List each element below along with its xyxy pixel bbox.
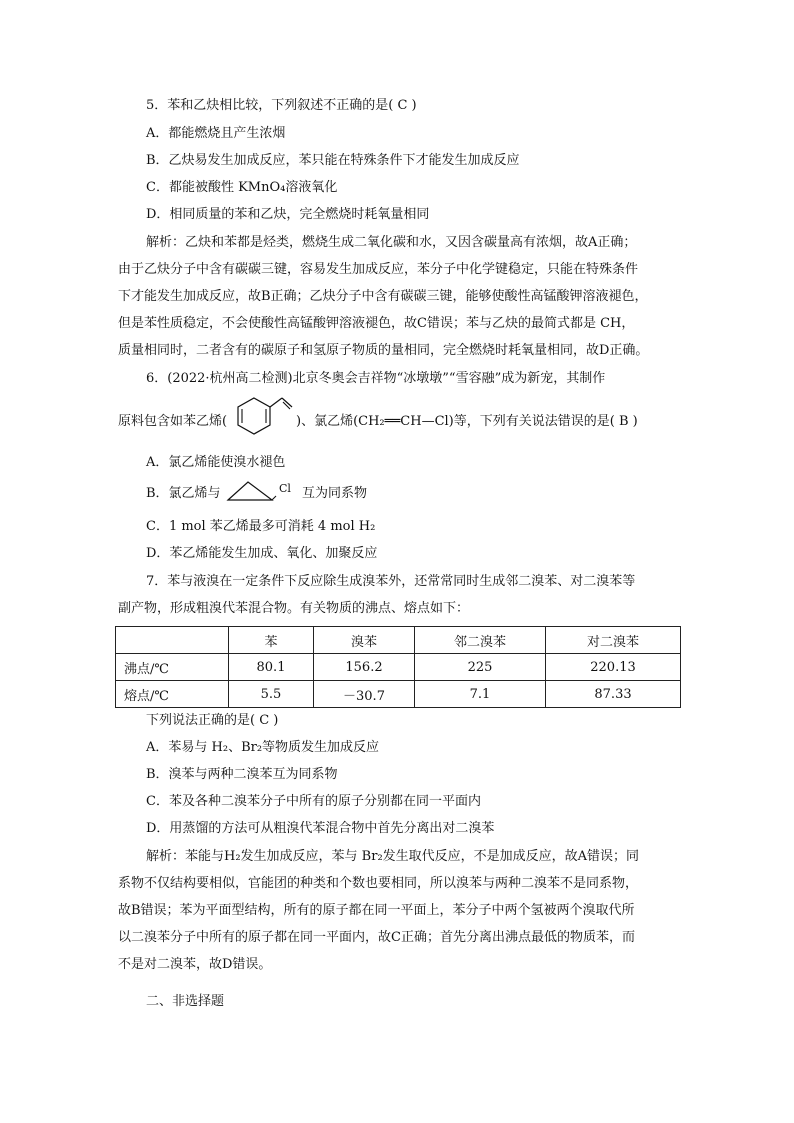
q7-analysis-line-1: 解析：苯能与H₂发生加成反应，苯与 Br₂发生取代反应，不是加成反应，故A错误；同 bbox=[146, 849, 640, 864]
section-heading: 二、非选择题 bbox=[146, 994, 225, 1009]
q6-option-b-cl-label: Cl bbox=[279, 482, 291, 495]
properties-table bbox=[115, 626, 681, 708]
styrene-structure-icon bbox=[234, 394, 296, 442]
q6-option-b-suffix: 互为同系物 bbox=[302, 486, 368, 501]
q5-option-a: A．都能燃烧且产生浓烟 bbox=[146, 126, 286, 141]
q6-stem-line-2b: )、氯乙烯(CH₂══CH—Cl)等，下列有关说法错误的是( B ) bbox=[296, 414, 638, 429]
q7-option-d: D．用蒸馏的方法可从粗溴代苯混合物中首先分离出对二溴苯 bbox=[146, 821, 495, 836]
table-cell: 220.13 bbox=[546, 654, 681, 681]
table-header-cell bbox=[116, 627, 229, 654]
q6-option-b-prefix: B．氯乙烯与 bbox=[146, 486, 221, 501]
q5-stem: 5．苯和乙炔相比较，下列叙述不正确的是( C ) bbox=[146, 98, 417, 113]
table-header-cell: 对二溴苯 bbox=[546, 627, 681, 654]
table-row-header: 沸点/℃ bbox=[116, 654, 229, 681]
table-row bbox=[116, 654, 681, 681]
table-cell: 156.2 bbox=[314, 654, 415, 681]
q5-analysis-line-4: 但是苯性质稳定，不会使酸性高锰酸钾溶液褪色，故C错误；苯与乙炔的最简式都是 CH， bbox=[118, 316, 635, 331]
q6-option-a: A．氯乙烯能使溴水褪色 bbox=[146, 455, 286, 470]
table-cell: 5.5 bbox=[229, 681, 314, 708]
q6-option-d: D．苯乙烯能发生加成、氧化、加聚反应 bbox=[146, 546, 378, 561]
table-cell: 7.1 bbox=[415, 681, 546, 708]
q5-option-d: D．相同质量的苯和乙炔，完全燃烧时耗氧量相同 bbox=[146, 207, 430, 222]
q5-analysis-line-3: 下才能发生加成反应，故B正确；乙炔分子中含有碳碳三键，能够使酸性高锰酸钾溶液褪色， bbox=[118, 289, 648, 304]
q7-option-c: C．苯及各种二溴苯分子中所有的原子分别都在同一平面内 bbox=[146, 794, 481, 809]
table-cell: 225 bbox=[415, 654, 546, 681]
table-cell: 87.33 bbox=[546, 681, 681, 708]
q5-option-b: B．乙炔易发生加成反应，苯只能在特殊条件下才能发生加成反应 bbox=[146, 153, 520, 168]
q6-option-c: C．1 mol 苯乙烯最多可消耗 4 mol H₂ bbox=[146, 519, 376, 534]
q7-analysis-line-2: 系物不仅结构要相似，官能团的种类和个数也要相同，所以溴苯与两种二溴苯不是同系物， bbox=[118, 876, 639, 891]
q7-analysis-line-3: 故B错误；苯为平面型结构，所有的原子都在同一平面上，苯分子中两个氢被两个溴取代所 bbox=[118, 903, 635, 918]
q7-stem-line-2: 副产物，形成粗溴代苯混合物。有关物质的沸点、熔点如下： bbox=[118, 601, 470, 616]
q7-option-b: B．溴苯与两种二溴苯互为同系物 bbox=[146, 767, 338, 782]
table-cell: 80.1 bbox=[229, 654, 314, 681]
q5-analysis-line-5: 质量相同时，二者含有的碳原子和氢原子物质的量相同，完全燃烧时耗氧量相同，故D正确。 bbox=[118, 343, 649, 358]
q7-option-a: A．苯易与 H₂、Br₂等物质发生加成反应 bbox=[146, 740, 380, 755]
q6-stem-line-2a: 原料包含如苯乙烯( bbox=[118, 414, 228, 429]
q7-question: 下列说法正确的是( C ) bbox=[146, 713, 279, 728]
table-row-header: 熔点/℃ bbox=[116, 681, 229, 708]
q7-analysis-line-5: 不是对二溴苯，故D错误。 bbox=[118, 957, 272, 972]
table-cell: －30.7 bbox=[314, 681, 415, 708]
q5-analysis-line-1: 解析：乙炔和苯都是烃类，燃烧生成二氧化碳和水，又因含碳量高有浓烟，故A正确； bbox=[146, 235, 637, 250]
q5-option-c: C．都能被酸性 KMnO₄溶液氧化 bbox=[146, 180, 338, 195]
table-row bbox=[116, 681, 681, 708]
q5-analysis-line-2: 由于乙炔分子中含有碳碳三键，容易发生加成反应，苯分子中化学键稳定，只能在特殊条件 bbox=[118, 262, 639, 277]
table-header-row bbox=[116, 627, 681, 654]
q6-stem-line-1: 6．(2022·杭州高二检测)北京冬奥会吉祥物“冰墩墩”“雪容融”成为新宠，其制作 bbox=[146, 371, 606, 386]
table-header-cell: 苯 bbox=[229, 627, 314, 654]
chlorocyclopropane-structure-icon bbox=[226, 478, 278, 504]
q7-analysis-line-4: 以二溴苯分子中所有的原子都在同一平面内，故C正确；首先分离出沸点最低的物质苯，而 bbox=[118, 930, 635, 945]
q7-stem-line-1: 7．苯与液溴在一定条件下反应除生成溴苯外，还常常同时生成邻二溴苯、对二溴苯等 bbox=[146, 574, 636, 589]
table-header-cell: 邻二溴苯 bbox=[415, 627, 546, 654]
table-header-cell: 溴苯 bbox=[314, 627, 415, 654]
